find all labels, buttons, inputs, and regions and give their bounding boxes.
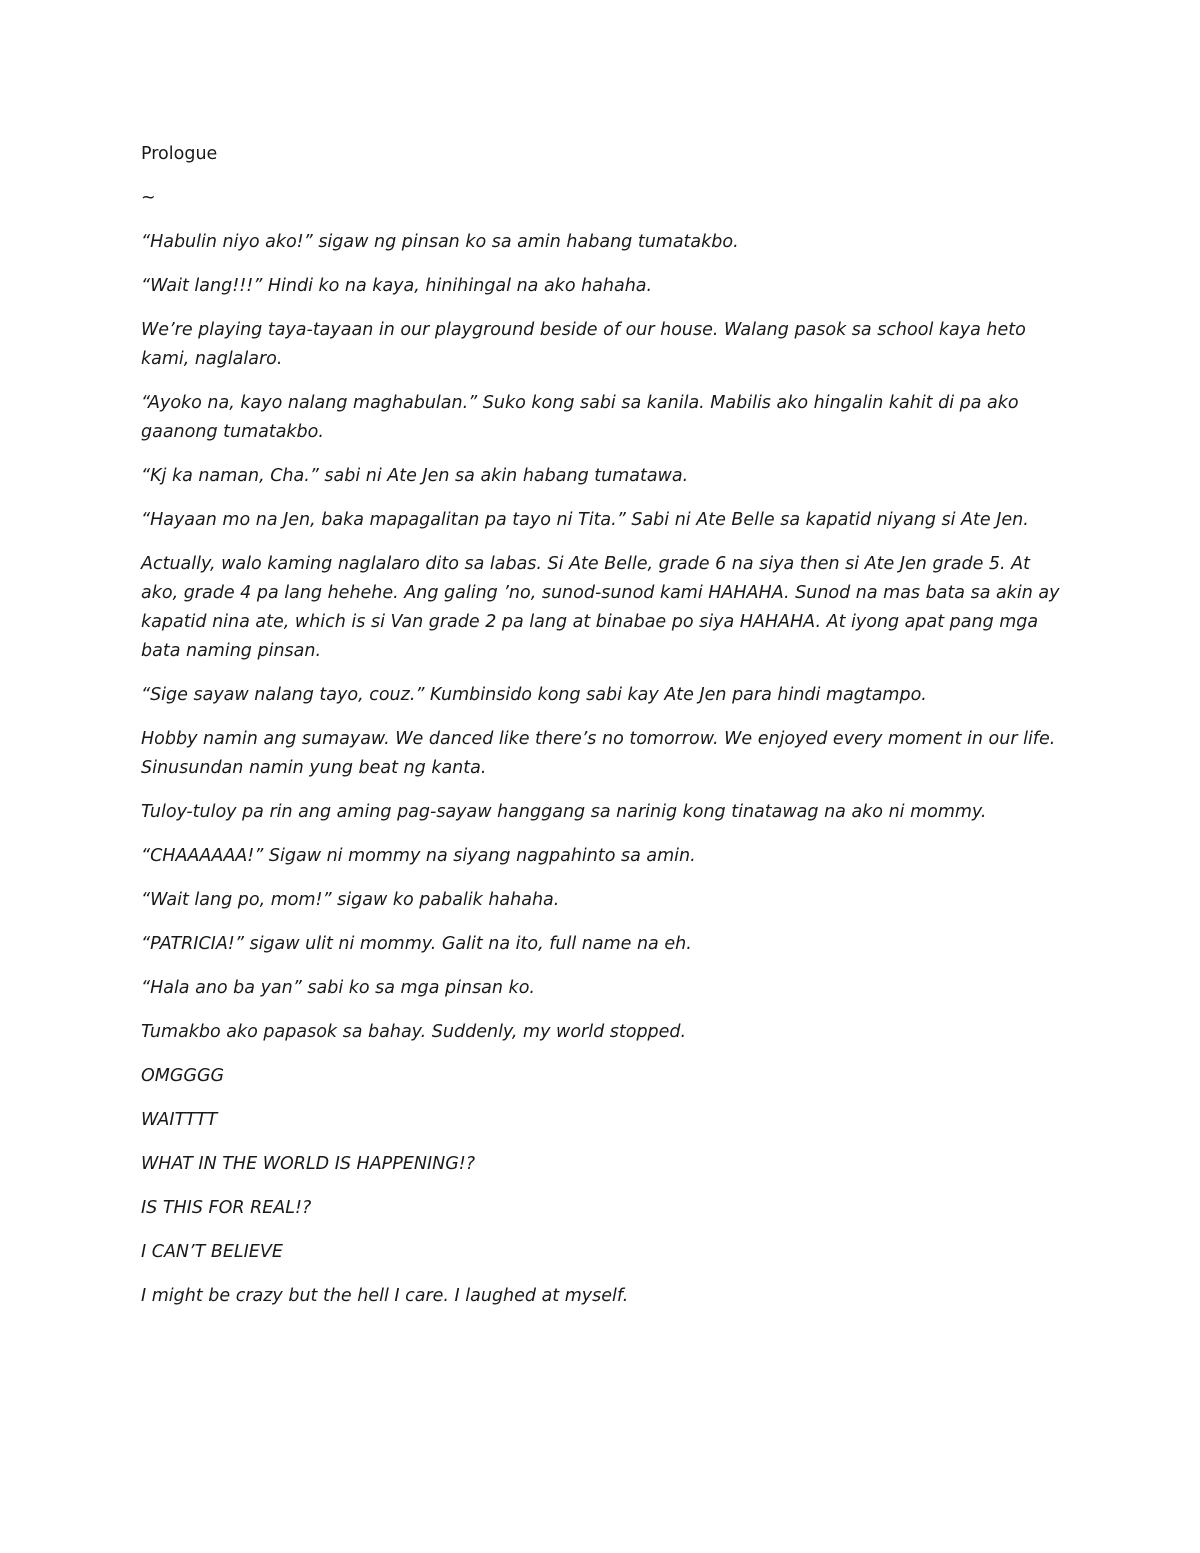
paragraph-line: gaanong tumatakbo.	[141, 422, 324, 442]
paragraph	[141, 974, 1056, 1003]
paragraph-line: “Ayoko na, kayo nalang maghabulan.” Suko kong sabi sa kanila. Mabilis ako hingalin kahit di pa ako	[141, 393, 1019, 413]
paragraph	[141, 681, 1056, 710]
paragraph	[141, 1106, 1056, 1135]
paragraph-line: “Wait lang!!!” Hindi ko na kaya, hinihingal na ako hahaha.	[141, 276, 653, 296]
paragraph-line: “Hayaan mo na Jen, baka mapagalitan pa tayo ni Tita.” Sabi ni Ate Belle sa kapatid niyang si Ate Jen.	[141, 510, 1029, 530]
paragraph-line: “Habulin niyo ako!” sigaw ng pinsan ko sa amin habang tumatakbo.	[141, 232, 739, 252]
paragraph	[141, 1238, 1056, 1267]
paragraph-line: “Wait lang po, mom!” sigaw ko pabalik hahaha.	[141, 890, 560, 910]
paragraph	[141, 272, 1056, 301]
paragraph-line: Tumakbo ako papasok sa bahay. Suddenly, my world stopped.	[141, 1022, 687, 1042]
paragraph	[141, 725, 1056, 783]
paragraph	[141, 506, 1056, 535]
paragraph-line: Hobby namin ang sumayaw. We danced like there’s no tomorrow. We enjoyed every moment in our life.	[141, 729, 1056, 749]
paragraph	[141, 550, 1060, 666]
paragraph-line: kami, naglalaro.	[141, 349, 283, 369]
paragraph-line: WHAT IN THE WORLD IS HAPPENING!?	[141, 1154, 476, 1174]
paragraph-line: “PATRICIA!” sigaw ulit ni mommy. Galit na ito, full name na eh.	[141, 934, 692, 954]
paragraph-line: IS THIS FOR REAL!?	[141, 1198, 312, 1218]
paragraph-line: “Kj ka naman, Cha.” sabi ni Ate Jen sa akin habang tumatawa.	[141, 466, 689, 486]
paragraph-line: I CAN’T BELIEVE	[141, 1242, 283, 1262]
paragraph	[141, 228, 1056, 257]
paragraph	[141, 316, 1056, 374]
paragraph	[141, 930, 1056, 959]
paragraph-line: Actually, walo kaming naglalaro dito sa labas. Si Ate Belle, grade 6 na siya then si Ate Jen grade 5. At	[141, 554, 1031, 574]
paragraph	[141, 1282, 1056, 1311]
paragraph	[141, 389, 1056, 447]
paragraph-line: bata naming pinsan.	[141, 641, 322, 661]
paragraph-line: ako, grade 4 pa lang hehehe. Ang galing ’no, sunod-sunod kami HAHAHA. Sunod na mas bata sa akin ay	[141, 583, 1060, 603]
document-body	[141, 140, 1060, 1326]
paragraph-line: kapatid nina ate, which is si Van grade 2 pa lang at binabae po siya HAHAHA. At iyong apat pang mga	[141, 612, 1039, 632]
paragraph-line: “Sige sayaw nalang tayo, couz.” Kumbinsido kong sabi kay Ate Jen para hindi magtampo.	[141, 685, 927, 705]
section-separator: ~	[141, 188, 156, 208]
paragraph	[141, 1018, 1056, 1047]
paragraph	[141, 798, 1056, 827]
paragraph	[141, 886, 1056, 915]
chapter-title: Prologue	[141, 144, 218, 164]
paragraph	[141, 462, 1056, 491]
paragraph	[141, 1194, 1056, 1223]
paragraph	[141, 842, 1056, 871]
paragraph	[141, 1062, 1056, 1091]
paragraph	[141, 1150, 1056, 1179]
paragraph-line: OMGGGG	[141, 1066, 225, 1086]
paragraph-line: “Hala ano ba yan” sabi ko sa mga pinsan ko.	[141, 978, 535, 998]
paragraph-line: Tuloy-tuloy pa rin ang aming pag-sayaw hanggang sa narinig kong tinatawag na ako ni mommy.	[141, 802, 987, 822]
paragraph-line: WAITTTT	[141, 1110, 218, 1130]
paragraph-line: “CHAAAAAA!” Sigaw ni mommy na siyang nagpahinto sa amin.	[141, 846, 696, 866]
paragraph-line: I might be crazy but the hell I care. I laughed at myself.	[141, 1286, 629, 1306]
paragraph-line: We’re playing taya-tayaan in our playground beside of our house. Walang pasok sa school kaya heto	[141, 320, 1026, 340]
paragraph-line: Sinusundan namin yung beat ng kanta.	[141, 758, 487, 778]
